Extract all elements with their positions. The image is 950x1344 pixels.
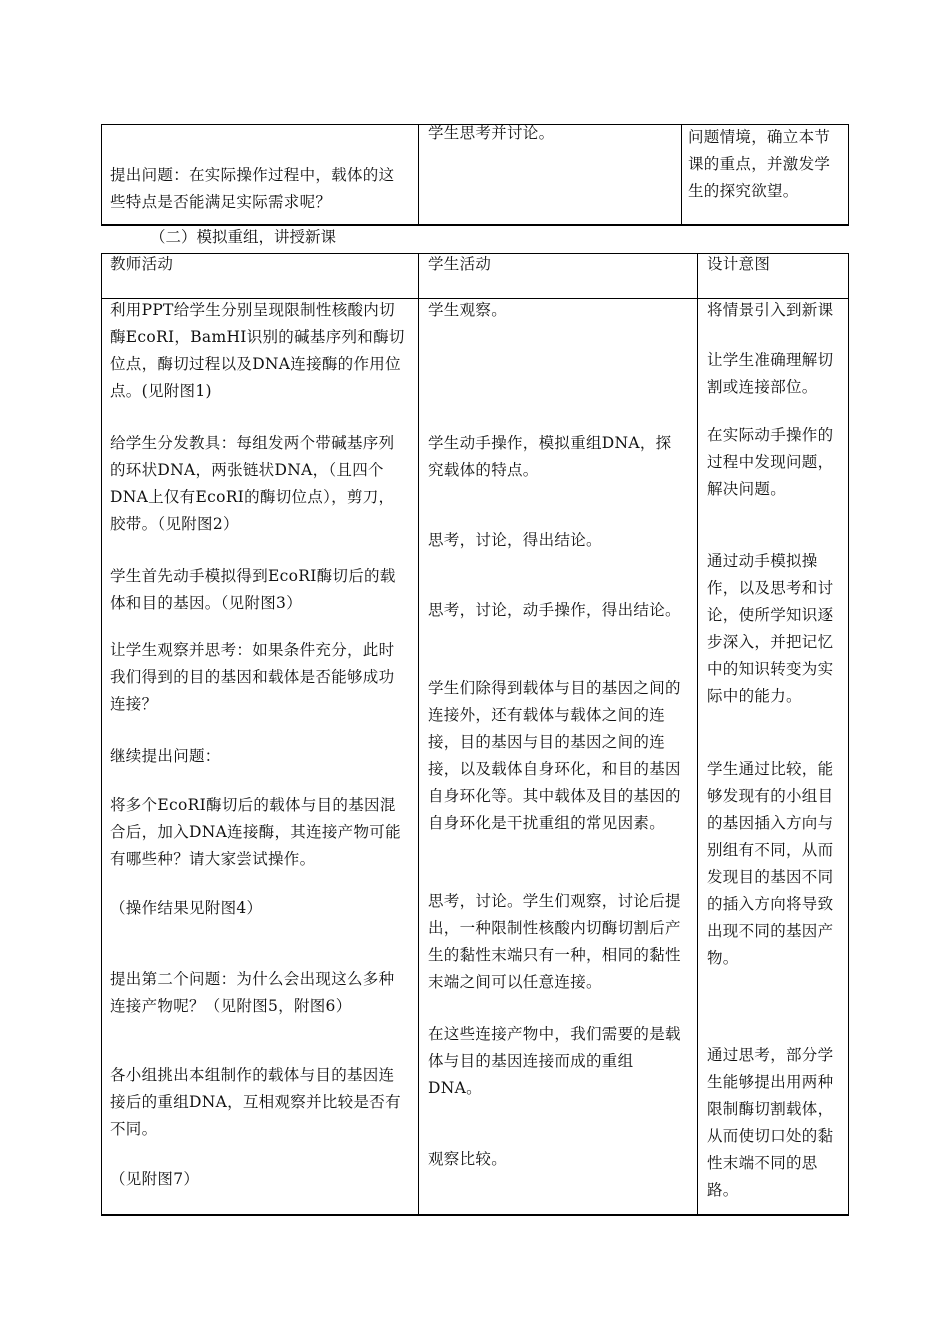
student-paragraph: 学生观察。 [428, 301, 508, 319]
top-student-cell [428, 120, 673, 147]
teacher-paragraph: 利用PPT给学生分别呈现限制性核酸内切酶EcoRI，BamHI识别的碱基序列和酶切位点，酶切过程以及DNA连接酶的作用位点。(见附图1) [110, 301, 405, 400]
teacher-paragraph: 将多个EcoRI酶切后的载体与目的基因混合后，加入DNA连接酶，其连接产物可能有哪些种？请大家尝试操作。 [110, 796, 401, 868]
main-table-border-left [101, 253, 102, 1216]
intent-paragraph: 通过动手模拟操作，以及思考和讨论，使所学知识逐步深入，并把记忆中的知识转变为实际中的能力。 [707, 552, 834, 705]
teacher-paragraph: （操作结果见附图4） [110, 899, 263, 917]
header-design-intent: 设计意图 [707, 255, 771, 273]
top-student-activity: 学生思考并讨论。 [428, 124, 555, 142]
teacher-paragraph: 提出第二个问题：为什么会出现这么多种连接产物呢？（见附图5，附图6） [110, 970, 395, 1015]
intent-paragraph: 将情景引入到新课 [707, 301, 834, 319]
student-paragraph: 思考，讨论，得出结论。 [428, 531, 602, 549]
main-table-divider-2 [697, 253, 698, 1216]
teacher-paragraph: 学生首先动手模拟得到EcoRI酶切后的载体和目的基因。（见附图3） [110, 567, 396, 612]
student-paragraph: 思考，讨论，动手操作，得出结论。 [428, 601, 681, 619]
teacher-paragraph: 让学生观察并思考：如果条件充分，此时我们得到的目的基因和载体是否能够成功连接？ [110, 641, 395, 713]
top-design-intent: 问题情境，确立本节课的重点，并激发学生的探究欲望。 [688, 128, 831, 200]
top-table-divider-1 [418, 124, 419, 226]
top-table-border-left [101, 124, 102, 226]
intent-paragraph: 在实际动手操作的过程中发现问题，解决问题。 [707, 426, 834, 498]
main-table-divider-1 [418, 253, 419, 1216]
top-table-border-right [848, 124, 849, 226]
top-intent-cell [688, 124, 843, 205]
intent-paragraph: 学生通过比较，能够发现有的小组目的基因插入方向与别组有不同，从而发现目的基因不同的插入方向将导致出现不同的基因产物。 [707, 760, 834, 967]
top-table-divider-2 [681, 124, 682, 226]
main-table-border-bottom [101, 1214, 849, 1216]
student-paragraph: 学生们除得到载体与目的基因之间的连接外，还有载体与载体之间的连接，目的基因与目的基因之间的连接，以及载体自身环化，和目的基因自身环化等。其中载体及目的基因的自身环化是干扰重组的常见因素。 [428, 679, 681, 832]
top-teacher-cell [110, 162, 406, 216]
teacher-paragraph: 各小组挑出本组制作的载体与目的基因连接后的重组DNA，互相观察并比较是否有不同。 [110, 1066, 401, 1138]
teacher-paragraph: 给学生分发教具：每组发两个带碱基序列的环状DNA，两张链状DNA，（且四个DNA上仅有EcoRI的酶切位点），剪刀，胶带。（见附图2） [110, 434, 395, 533]
student-paragraph: 在这些连接产物中，我们需要的是载体与目的基因连接而成的重组DNA。 [428, 1025, 681, 1097]
top-teacher-question: 提出问题：在实际操作过程中，载体的这些特点是否能满足实际需求呢？ [110, 166, 395, 211]
teacher-paragraph: 继续提出问题： [110, 747, 221, 765]
intent-paragraph: 通过思考，部分学生能够提出用两种限制酶切割载体，从而使切口处的黏性末端不同的思路。 [707, 1046, 834, 1199]
student-paragraph: 思考，讨论。学生们观察，讨论后提出，一种限制性核酸内切酶切割后产生的黏性末端只有一种，相同的黏性末端之间可以任意连接。 [428, 892, 681, 991]
student-paragraph: 学生动手操作，模拟重组DNA，探究载体的特点。 [428, 434, 672, 479]
header-student-activity: 学生活动 [428, 255, 492, 273]
section-heading: （二）模拟重组，讲授新课 [150, 228, 337, 246]
teacher-paragraph: （见附图7） [110, 1170, 200, 1188]
intent-paragraph: 让学生准确理解切割或连接部位。 [707, 351, 834, 396]
header-teacher-activity: 教师活动 [110, 255, 174, 273]
student-paragraph: 观察比较。 [428, 1150, 508, 1168]
main-table-border-right [848, 253, 849, 1216]
